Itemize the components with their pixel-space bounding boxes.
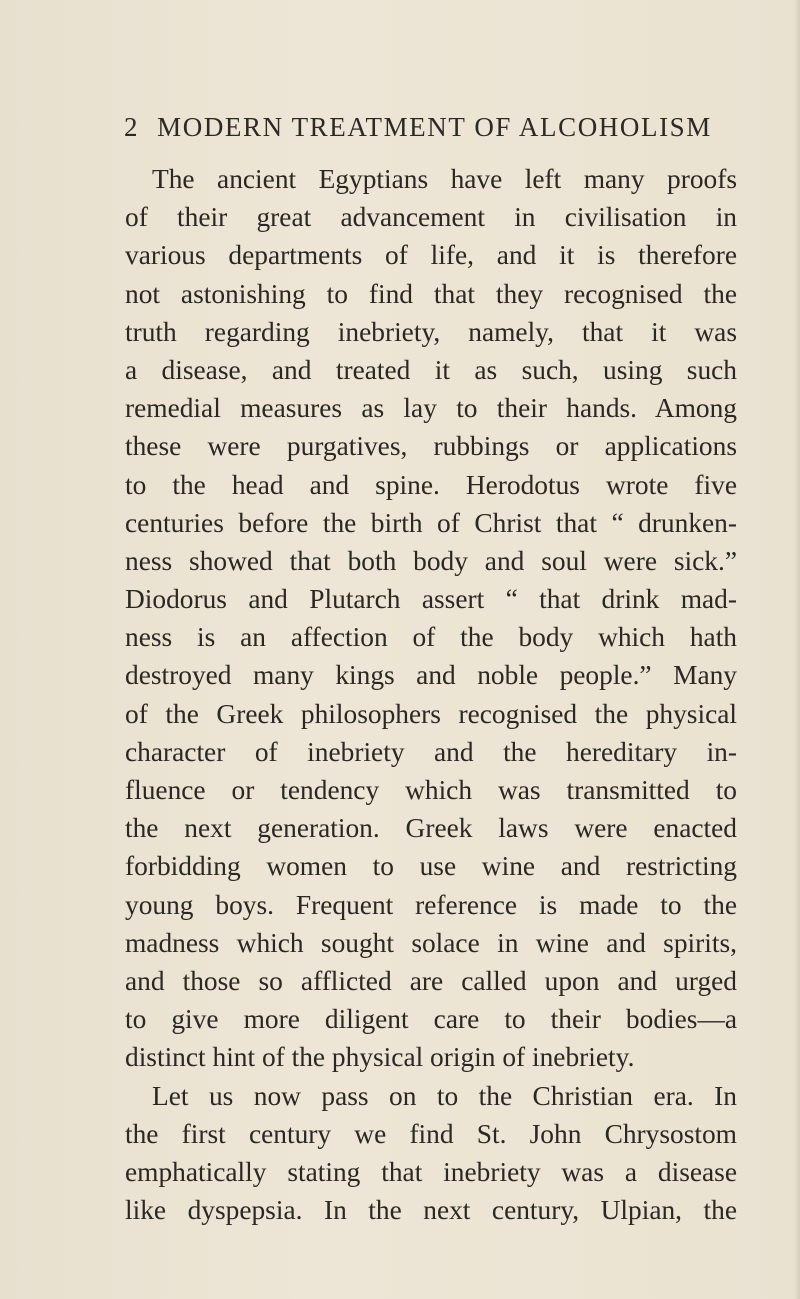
text-line: remedial measures as lay to their hands. Among [125,393,737,424]
text-line: young boys. Frequent reference is made to the [125,889,737,920]
text-line: ness is an affection of the body which hath [125,622,737,653]
page-number: 2 [124,112,140,142]
text-line: to give more diligent care to their bodies—a [125,1004,737,1035]
text-line: Diodorus and Plutarch assert “ that drink mad- [125,584,737,615]
page-edge-shadow [794,0,800,1299]
text-line: like dyspepsia. In the next century, Ulpian, the [125,1195,737,1226]
text-line: madness which sought solace in wine and spirits, [125,927,737,958]
text-line: forbidding women to use wine and restricting [125,851,737,882]
text-line: distinct hint of the physical origin of inebriety. [125,1042,635,1073]
text-line: the next generation. Greek laws were enacted [125,813,737,844]
text-line: various departments of life, and it is therefore [125,240,737,271]
text-line: and those so afflicted are called upon and urged [125,965,737,996]
text-line: of their great advancement in civilisation in [125,202,737,233]
text-line: fluence or tendency which was transmitted to [125,775,737,805]
text-line: destroyed many kings and noble people.” Many [125,660,737,691]
running-head-title: MODERN TREATMENT OF ALCOHOLISM [157,112,712,142]
running-head [124,112,712,143]
text-line: a disease, and treated it as such, using such [125,354,737,385]
text-line: ness showed that both body and soul were sick.” [125,545,737,576]
text-line: to the head and spine. Herodotus wrote five [125,469,737,500]
text-line: of the Greek philosophers recognised the physical [125,698,737,729]
text-line: the first century we find St. John Chrysostom [125,1118,737,1149]
text-line: Let us now pass on to the Christian era. In [152,1080,737,1111]
text-line: centuries before the birth of Christ that “ drunken- [125,507,737,538]
text-line: The ancient Egyptians have left many proofs [152,164,737,194]
body-text [125,160,737,1229]
text-line: character of inebriety and the hereditary in- [125,736,737,767]
text-line: emphatically stating that inebriety was a disease [125,1156,737,1187]
text-line: truth regarding inebriety, namely, that it was [125,316,737,347]
text-line: not astonishing to find that they recognised the [125,278,737,309]
text-line: these were purgatives, rubbings or applications [125,431,737,462]
